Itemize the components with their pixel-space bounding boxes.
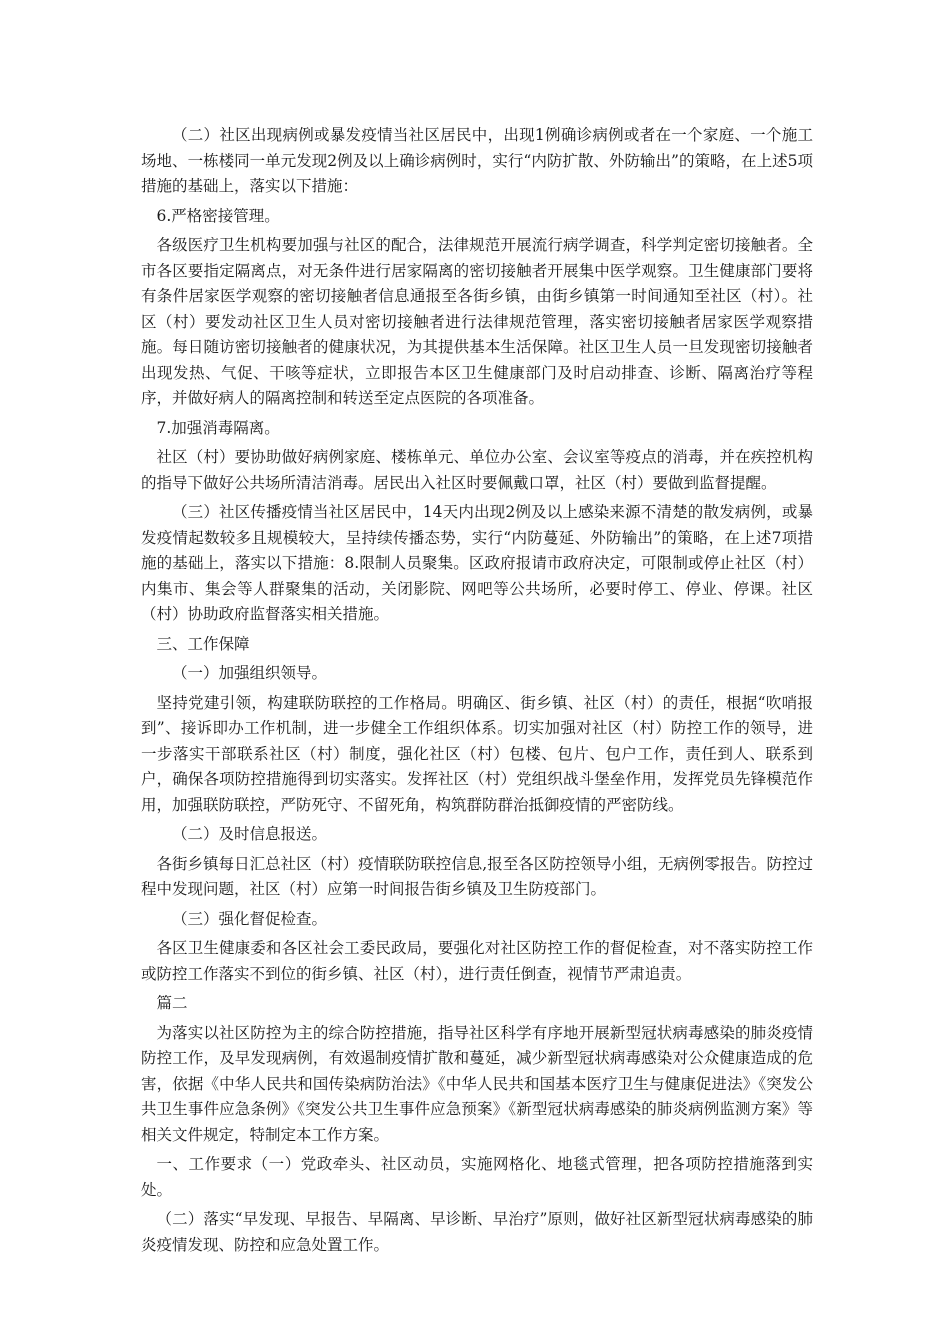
heading-information-reporting: （二）及时信息报送。	[172, 825, 328, 843]
heading-organization-leadership: （一）加强组织领导。	[172, 664, 328, 682]
heading-supervision: （三）强化督促检查。	[172, 909, 328, 928]
paragraph-measure-7-body: 社区（村）要协助做好病例家庭、楼栋单元、单位办公室、会议室等疫点的消毒，并在疾控机构的指导下做好公共场所清洁消毒。居民出入社区时要佩戴口罩，社区（村）要做到监督提醒。	[141, 448, 813, 492]
paragraph-measure-6-title: 6.严格密接管理。	[156, 206, 280, 225]
paragraph-section-three-community-spread: （三）社区传播疫情当社区居民中，14天内出现2例及以上感染来源不清楚的散发病例，或暴发疫情起数较多且规模较大，呈持续传播态势，实行“内防蔓延、外防输出”的策略，在上述7项措施的基础上，落实以下措施：8.限制人员聚集。区政府报请市政府决定，可限制或停止社区（村）内集市、集会等人群聚集的活动，关闭影院、网吧等公共场所，必要时停工、停业、停课。社区（村）协助政府监督落实相关措施。	[141, 503, 813, 623]
paragraph-part-two-intro: 为落实以社区防控为主的综合防控措施，指导社区科学有序地开展新型冠状病毒感染的肺炎疫情防控工作，及早发现病例，有效遏制疫情扩散和蔓延，减少新型冠状病毒感染对公众健康造成的危害，依据《中华人民共和国传染病防治法》《中华人民共和国基本医疗卫生与健康促进法》《突发公共卫生事件应急条例》《突发公共卫生事件应急预案》《新型冠状病毒感染的肺炎病例监测方案》等相关文件规定，特制定本工作方案。	[141, 1023, 813, 1144]
document-body	[141, 123, 813, 1262]
paragraph-early-principles: （二）落实“早发现、早报告、早隔离、早诊断、早治疗”原则，做好社区新型冠状病毒感染的肺炎疫情发现、防控和应急处置工作。	[141, 1210, 813, 1254]
paragraph-measure-7-title: 7.加强消毒隔离。	[156, 418, 280, 437]
paragraph-work-requirements: 一、工作要求（一）党政牵头、社区动员，实施网格化、地毯式管理，把各项防控措施落到实处。	[141, 1155, 813, 1199]
paragraph-section-two-outbreak: （二）社区出现病例或暴发疫情当社区居民中，出现1例确诊病例或者在一个家庭、一个施工场地、一栋楼同一单元发现2例及以上确诊病例时，实行“内防扩散、外防输出”的策略，在上述5项措施的基础上，落实以下措施：	[141, 126, 813, 195]
heading-part-two: 篇二	[156, 994, 188, 1012]
paragraph-information-reporting: 各街乡镇每日汇总社区（村）疫情联防联控信息,报至各区防控领导小组，无病例零报告。防控过程中发现问题，社区（村）应第一时间报告街乡镇及卫生防疫部门。	[141, 854, 813, 898]
paragraph-supervision: 各区卫生健康委和各区社会工委民政局，要强化对社区防控工作的督促检查，对不落实防控工作或防控工作落实不到位的街乡镇、社区（村），进行责任倒查，视情节严肃追责。	[141, 939, 813, 983]
paragraph-organization-leadership: 坚持党建引领，构建联防联控的工作格局。明确区、街乡镇、社区（村）的责任，根据“吹哨报到”、接诉即办工作机制，进一步健全工作组织体系。切实加强对社区（村）防控工作的领导，进一步落实干部联系社区（村）制度，强化社区（村）包楼、包片、包户工作，责任到人、联系到户，确保各项防控措施得到切实落实。发挥社区（村）党组织战斗堡垒作用，发挥党员先锋模范作用，加强联防联控，严防死守、不留死角，构筑群防群治抵御疫情的严密防线。	[141, 693, 813, 814]
paragraph-measure-6-body: 各级医疗卫生机构要加强与社区的配合，法律规范开展流行病学调查，科学判定密切接触者。全市各区要指定隔离点，对无条件进行居家隔离的密切接触者开展集中医学观察。卫生健康部门要将有条件居家医学观察的密切接触者信息通报至各街乡镇，由街乡镇第一时间通知至社区（村）。社区（村）要发动社区卫生人员对密切接触者进行法律规范管理，落实密切接触者居家医学观察措施。每日随访密切接触者的健康状况，为其提供基本生活保障。社区卫生人员一旦发现密切接触者出现发热、气促、干咳等症状，立即报告本区卫生健康部门及时启动排查、诊断、隔离治疗等程序，并做好病人的隔离控制和转送至定点医院的各项准备。	[141, 236, 813, 407]
heading-work-guarantee: 三、工作保障	[156, 634, 250, 653]
